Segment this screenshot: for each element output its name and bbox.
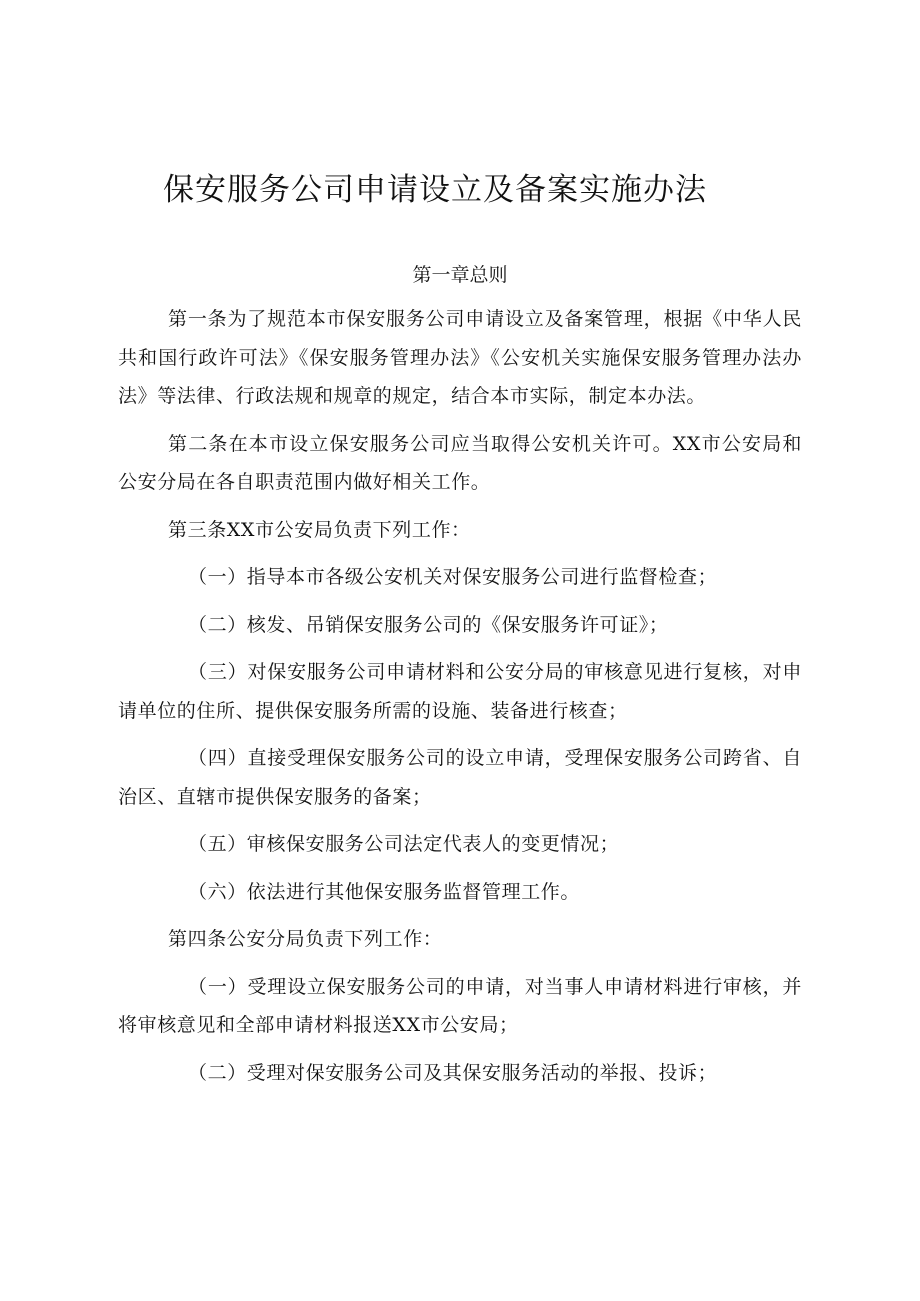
- article-3-item-2: （二）核发、吊销保安服务公司的《保安服务许可证》；: [188, 613, 669, 636]
- article-3-item-3: （三）对保安服务公司申请材料和公安分局的审核意见进行复核，对申请单位的住所、提供保安服务所需的设施、装备进行核查；: [118, 661, 802, 722]
- article-3: 第三条XX市公安局负责下列工作：: [168, 518, 471, 541]
- chapter-heading: 第一章总则: [412, 264, 508, 286]
- article-4-item-2: （二）受理对保安服务公司及其保安服务活动的举报、投诉；: [188, 1061, 718, 1084]
- article-1: 第一条为了规范本市保安服务公司申请设立及备案管理，根据《中华人民共和国行政许可法》《保安服务管理办法》《公安机关实施保安服务管理办法办法》等法律、行政法规和规章的规定，结合本市实际，制定本办法。: [118, 308, 802, 407]
- article-2: 第二条在本市设立保安服务公司应当取得公安机关许可。XX市公安局和公安分局在各自职责范围内做好相关工作。: [118, 432, 802, 493]
- article-3-item-4: （四）直接受理保安服务公司的设立申请，受理保安服务公司跨省、自治区、直辖市提供保安服务的备案；: [118, 747, 802, 808]
- article-3-item-6: （六）依法进行其他保安服务监督管理工作。: [188, 880, 581, 903]
- article-3-item-1: （一）指导本市各级公安机关对保安服务公司进行监督检查；: [188, 566, 718, 588]
- article-4: 第四条公安分局负责下列工作：: [168, 928, 443, 950]
- document-body: [118, 300, 802, 1092]
- document-title: 保安服务公司申请设立及备案实施办法: [163, 172, 707, 208]
- article-3-item-5: （五）审核保安服务公司法定代表人的变更情况；: [188, 833, 620, 855]
- article-4-item-1: （一）受理设立保安服务公司的申请，对当事人申请材料进行审核，并将审核意见和全部申请材料报送XX市公安局；: [118, 975, 802, 1036]
